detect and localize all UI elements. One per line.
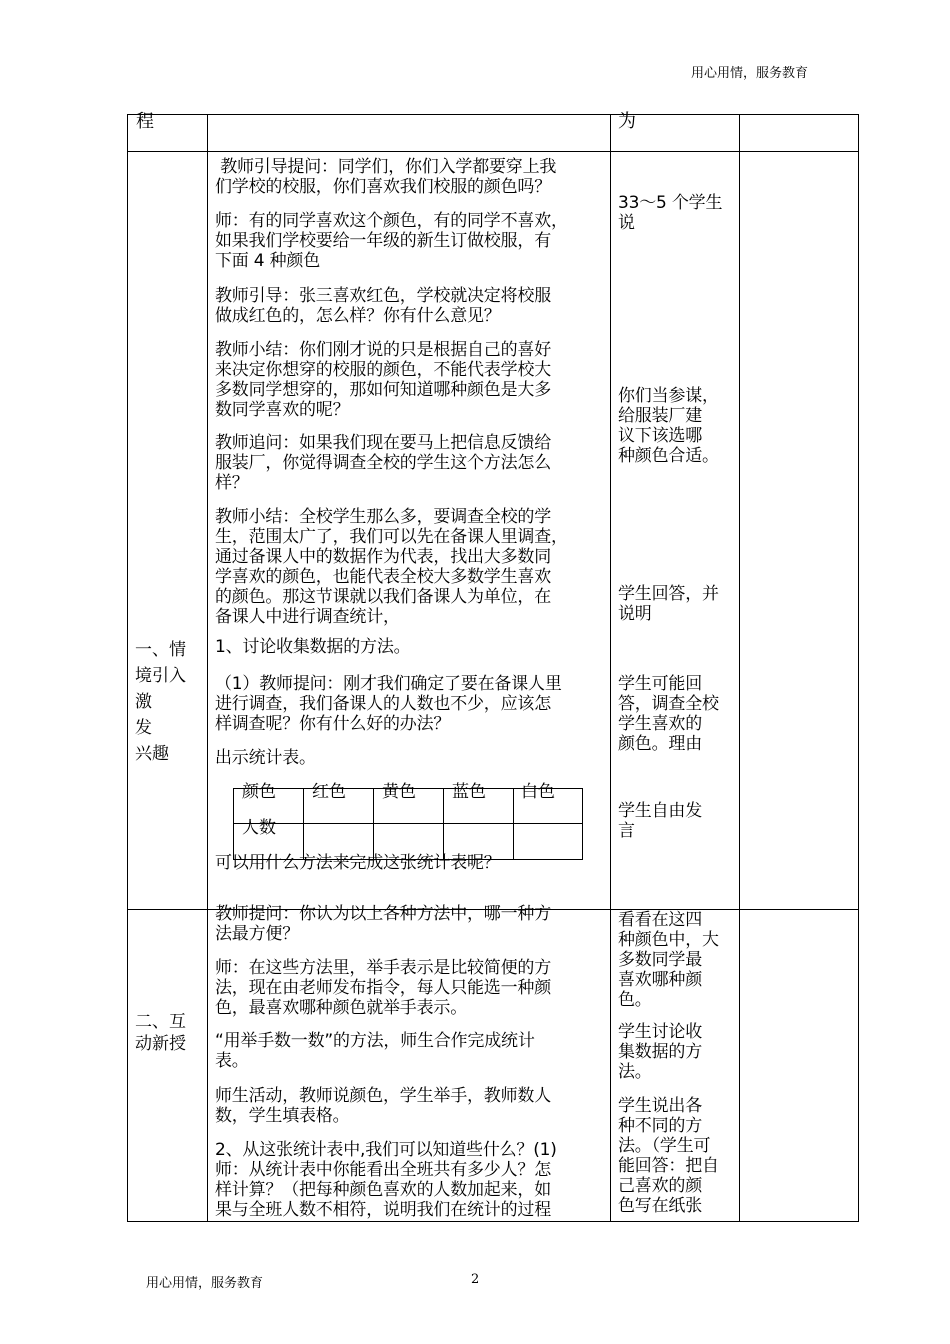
stat-header-white: 白色	[521, 782, 555, 802]
student-paragraph: 学生自由发 言	[618, 801, 702, 841]
stat-row-label: 人数	[242, 818, 276, 838]
student-paragraph: 学生回答，并 说明	[618, 584, 719, 624]
teacher-paragraph: 教师追问：如果我们现在要马上把信息反馈给 服装厂，你觉得调查全校的学生这个方法怎么 样？	[215, 433, 551, 493]
teacher-paragraph: 教师提问：你认为以上各种方法中，哪一种方 法最方便？	[215, 904, 551, 944]
table-col-divider	[207, 114, 208, 1222]
page-number: 2	[471, 1272, 480, 1287]
teacher-paragraph: 教师引导提问：同学们，你们入学都要穿上我 们学校的校服，你们喜欢我们校服的颜色吗？	[215, 157, 557, 197]
teacher-paragraph: （1）教师提问：刚才我们确定了要在备课人里 进行调查，我们备课人的人数也不少，应该怎 样调查呢？你有什么好的办法？	[215, 674, 562, 734]
teacher-paragraph: 师：在这些方法里，举手表示是比较简便的方 法，现在由老师发布指令，每人只能选一种颜 色，最喜欢哪种颜色就举手表示。	[215, 958, 551, 1018]
teacher-paragraph: 教师小结：全校学生那么多，要调查全校的学 生，范围太广了，我们可以先在备课人里调查， 通过备课人中的数据作为代表，找出大多数同 学喜欢的颜色，也能代表全校大多数学生喜欢 的颜色。那这节课就以我们备课人为单位，在 备课人中进行调查统计，	[215, 507, 568, 627]
section1-label: 一、情 境引入 激 发 兴趣	[135, 640, 186, 764]
teacher-paragraph: 师生活动，教师说颜色，学生举手，教师数人 数，学生填表格。	[215, 1086, 551, 1126]
header-cell-behavior: 为	[618, 111, 636, 132]
header-cell-process: 程	[136, 111, 154, 132]
teacher-paragraph: 2、从这张统计表中,我们可以知道些什么？(1) 师：从统计表中你能看出全班共有多少人？怎 样计算？（把每种颜色喜欢的人数加起来，如 果与全班人数不相符，说明我们在统计的过程	[215, 1140, 557, 1220]
page-header: 用心用情，服务教育	[690, 66, 808, 81]
page-footer: 用心用情，服务教育	[146, 1276, 264, 1291]
teacher-paragraph: 教师引导：张三喜欢红色，学校就决定将校服 做成红色的，怎么样？你有什么意见？	[215, 286, 551, 326]
student-paragraph: 33～5 个学生 说	[618, 193, 723, 233]
teacher-paragraph: 教师小结：你们刚才说的只是根据自己的喜好 来决定你想穿的校服的颜色，不能代表学校大 多数同学想穿的，那如何知道哪种颜色是大多 数同学喜欢的呢？	[215, 340, 551, 420]
teacher-paragraph: “用举手数一数”的方法，师生合作完成统计 表。	[215, 1031, 535, 1071]
table-border-right	[858, 114, 859, 1222]
student-paragraph: 学生说出各 种不同的方 法。（学生可 能回答：把自 己喜欢的颜 色写在纸张	[618, 1096, 719, 1216]
teacher-paragraph: 师：有的同学喜欢这个颜色，有的同学不喜欢， 如果我们学校要给一年级的新生订做校服，有 下面 4 种颜色	[215, 211, 568, 271]
teacher-paragraph: 1、讨论收集数据的方法。	[215, 637, 411, 657]
student-paragraph: 看看在这四 种颜色中，大 多数同学最 喜欢哪种颜 色。	[618, 910, 719, 1010]
stat-header-color: 颜色	[242, 782, 276, 802]
student-paragraph: 你们当参谋， 给服装厂建 议下该选哪 种颜色合适。	[618, 386, 719, 466]
student-paragraph: 学生讨论收 集数据的方 法。	[618, 1022, 702, 1082]
table-border-top	[127, 114, 859, 115]
stat-header-red: 红色	[312, 782, 346, 802]
table-row-divider	[127, 151, 859, 152]
teacher-paragraph: 可以用什么方法来完成这张统计表呢？	[215, 853, 501, 873]
stat-header-blue: 蓝色	[452, 782, 486, 802]
stat-header-yellow: 黄色	[382, 782, 416, 802]
table-border-left	[127, 114, 128, 1222]
table-col-divider	[739, 114, 740, 1222]
section2-label: 二、互 动新授	[135, 1012, 186, 1054]
student-paragraph: 学生可能回 答，调查全校 学生喜欢的 颜色。理由	[618, 674, 719, 754]
teacher-paragraph: 出示统计表。	[215, 748, 316, 768]
table-col-divider	[610, 114, 611, 1222]
table-border-bottom	[127, 1221, 859, 1222]
